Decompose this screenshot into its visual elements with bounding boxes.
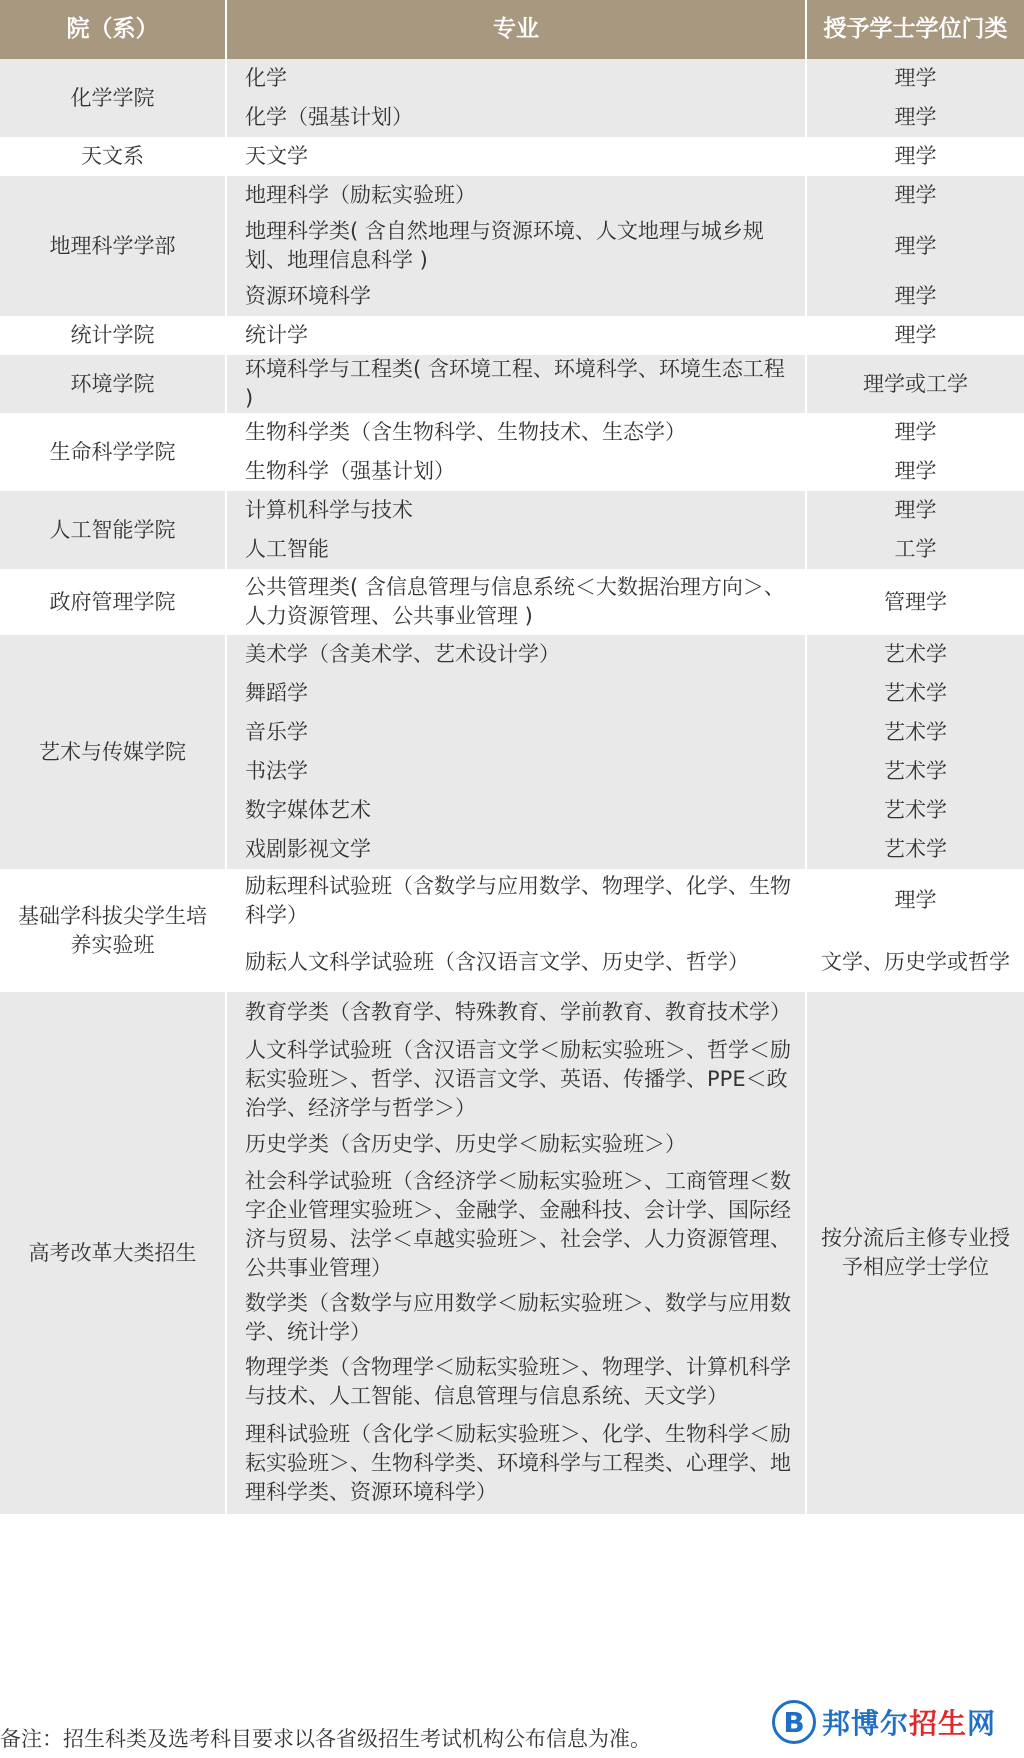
major-cell: 地理科学（励耘实验班） bbox=[226, 176, 806, 215]
degree-cell: 理学或工学 bbox=[806, 355, 1024, 413]
table-row bbox=[0, 316, 1024, 355]
degree-cell: 艺术学 bbox=[806, 791, 1024, 830]
degree-cell: 理学 bbox=[806, 277, 1024, 316]
college-cell: 环境学院 bbox=[0, 355, 226, 413]
degree-cell: 理学 bbox=[806, 176, 1024, 215]
degree-cell: 艺术学 bbox=[806, 713, 1024, 752]
degree-cell: 理学 bbox=[806, 869, 1024, 932]
degree-cell: 艺术学 bbox=[806, 635, 1024, 674]
college-cell: 统计学院 bbox=[0, 316, 226, 355]
logo-brand-red: 招生 bbox=[909, 1707, 968, 1740]
table-row bbox=[0, 355, 1024, 413]
major-cell: 人工智能 bbox=[226, 530, 806, 569]
major-cell: 理科试验班（含化学＜励耘实验班＞、化学、生物科学＜励耘实验班＞、生物科学类、环境科学与工程类、心理学、地理科学类、资源环境科学） bbox=[226, 1414, 806, 1513]
logo-brand-tail: 网 bbox=[967, 1707, 997, 1740]
logo-badge-icon: B bbox=[772, 1700, 816, 1744]
site-logo bbox=[772, 1700, 996, 1744]
degree-cell: 艺术学 bbox=[806, 830, 1024, 869]
table-row bbox=[0, 59, 1024, 98]
major-cell: 舞蹈学 bbox=[226, 674, 806, 713]
table-header-row bbox=[0, 0, 1024, 59]
degree-cell: 理学 bbox=[806, 452, 1024, 491]
degree-cell: 理学 bbox=[806, 59, 1024, 98]
degree-cell: 理学 bbox=[806, 316, 1024, 355]
college-cell: 艺术与传媒学院 bbox=[0, 635, 226, 869]
major-cell: 统计学 bbox=[226, 316, 806, 355]
major-cell: 资源环境科学 bbox=[226, 277, 806, 316]
table-row bbox=[0, 635, 1024, 674]
footnote: 备注：招生科类及选考科目要求以各省级招生考试机构公布信息为准。 bbox=[0, 1727, 651, 1751]
college-cell: 化学学院 bbox=[0, 59, 226, 137]
major-cell: 历史学类（含历史学、历史学＜励耘实验班＞） bbox=[226, 1125, 806, 1164]
degree-cell: 管理学 bbox=[806, 569, 1024, 635]
college-cell: 高考改革大类招生 bbox=[0, 992, 226, 1514]
table-row bbox=[0, 137, 1024, 176]
major-cell: 化学（强基计划） bbox=[226, 98, 806, 137]
major-cell: 生物科学类（含生物科学、生物技术、生态学） bbox=[226, 413, 806, 452]
table-row bbox=[0, 491, 1024, 530]
major-cell: 环境科学与工程类( 含环境工程、环境科学、环境生态工程 ) bbox=[226, 355, 806, 413]
major-cell: 教育学类（含教育学、特殊教育、学前教育、教育技术学） bbox=[226, 992, 806, 1033]
major-cell: 数字媒体艺术 bbox=[226, 791, 806, 830]
table-row bbox=[0, 869, 1024, 932]
degree-cell: 艺术学 bbox=[806, 674, 1024, 713]
major-cell: 数学类（含数学与应用数学＜励耘实验班＞、数学与应用数学、统计学） bbox=[226, 1286, 806, 1350]
header-degree: 授予学士学位门类 bbox=[806, 0, 1024, 59]
degree-cell: 理学 bbox=[806, 413, 1024, 452]
college-cell: 政府管理学院 bbox=[0, 569, 226, 635]
major-cell: 美术学（含美术学、艺术设计学） bbox=[226, 635, 806, 674]
major-cell: 地理科学类( 含自然地理与资源环境、人文地理与城乡规划、地理信息科学 ) bbox=[226, 215, 806, 277]
table-row bbox=[0, 569, 1024, 635]
logo-brand-text bbox=[822, 1702, 996, 1742]
major-cell: 计算机科学与技术 bbox=[226, 491, 806, 530]
major-cell: 社会科学试验班（含经济学＜励耘实验班＞、工商管理＜数字企业管理实验班＞、金融学、金融科技、会计学、国际经济与贸易、法学＜卓越实验班＞、社会学、人力资源管理、公共事业管理） bbox=[226, 1164, 806, 1286]
degree-cell: 工学 bbox=[806, 530, 1024, 569]
major-cell: 书法学 bbox=[226, 752, 806, 791]
degree-cell: 理学 bbox=[806, 137, 1024, 176]
logo-brand-blue: 邦博尔 bbox=[822, 1707, 910, 1740]
table-row bbox=[0, 176, 1024, 215]
college-cell: 地理科学学部 bbox=[0, 176, 226, 316]
major-cell: 化学 bbox=[226, 59, 806, 98]
major-cell: 生物科学（强基计划） bbox=[226, 452, 806, 491]
major-cell: 物理学类（含物理学＜励耘实验班＞、物理学、计算机科学与技术、人工智能、信息管理与信息系统、天文学） bbox=[226, 1350, 806, 1414]
major-cell: 音乐学 bbox=[226, 713, 806, 752]
degree-cell: 理学 bbox=[806, 215, 1024, 277]
degree-cell: 文学、历史学或哲学 bbox=[806, 932, 1024, 992]
college-cell: 生命科学学院 bbox=[0, 413, 226, 491]
degree-cell: 艺术学 bbox=[806, 752, 1024, 791]
major-cell: 人文科学试验班（含汉语言文学＜励耘实验班＞、哲学＜励耘实验班＞、哲学、汉语言文学、英语、传播学、PPE＜政治学、经济学与哲学＞） bbox=[226, 1033, 806, 1125]
degree-cell: 理学 bbox=[806, 98, 1024, 137]
header-major: 专业 bbox=[226, 0, 806, 59]
major-cell: 公共管理类( 含信息管理与信息系统＜大数据治理方向＞、人力资源管理、公共事业管理 ) bbox=[226, 569, 806, 635]
degree-cell: 理学 bbox=[806, 491, 1024, 530]
table-row bbox=[0, 413, 1024, 452]
major-cell: 戏剧影视文学 bbox=[226, 830, 806, 869]
college-cell: 基础学科拔尖学生培养实验班 bbox=[0, 869, 226, 992]
major-cell: 天文学 bbox=[226, 137, 806, 176]
degree-cell: 按分流后主修专业授予相应学士学位 bbox=[806, 992, 1024, 1514]
major-cell: 励耘人文科学试验班（含汉语言文学、历史学、哲学） bbox=[226, 932, 806, 992]
table-row bbox=[0, 992, 1024, 1033]
header-college: 院（系） bbox=[0, 0, 226, 59]
major-cell: 励耘理科试验班（含数学与应用数学、物理学、化学、生物科学） bbox=[226, 869, 806, 932]
college-cell: 天文系 bbox=[0, 137, 226, 176]
college-cell: 人工智能学院 bbox=[0, 491, 226, 569]
